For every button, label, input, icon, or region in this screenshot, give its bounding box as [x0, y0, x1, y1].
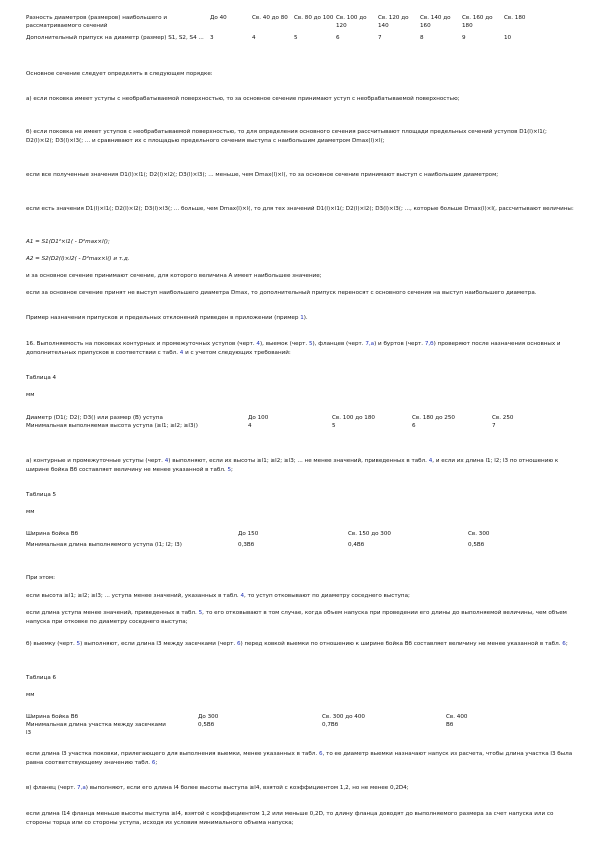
table-cell: 6 — [336, 35, 340, 41]
table-cell: 6 — [412, 423, 416, 429]
table-cell: 5 — [294, 35, 298, 41]
table-cell: Св. 400 — [446, 714, 468, 720]
table-cell: 10 — [504, 35, 512, 41]
table-row — [26, 721, 526, 737]
table-cell: 7 — [378, 35, 382, 41]
table-link[interactable]: 4 — [240, 593, 245, 599]
paragraph: если высота ≥l1; ≥l2; ≥l3; ... уступа менее значений, указанных в табл. 4, то уступ отковывают по диаметру соседнего выступа; — [26, 593, 410, 599]
allowance-table — [26, 14, 544, 42]
table-cell: Дополнительный припуск на диаметр (размер) S1, S2, S4 ... — [26, 35, 204, 41]
drawing-link[interactable]: 4 — [164, 458, 169, 464]
table-row — [26, 530, 548, 538]
table-cell: 5 — [332, 423, 336, 429]
table-cell: 0,7Вб — [322, 722, 339, 728]
table-cell: Св. 100 до 120 — [336, 15, 367, 29]
table-cell: До 150 — [238, 531, 259, 537]
table-cell: 0,4Вб — [348, 542, 365, 548]
table-cell: Св. 120 до 140 — [378, 15, 409, 29]
table-cell: 8 — [420, 35, 424, 41]
table-row — [26, 414, 552, 422]
table-cell: 0,5Вб — [468, 542, 485, 548]
table-6 — [26, 713, 526, 737]
paragraph: если длина уступа менее значений, приведенных в табл. 5, то его отковывают в том случае, когда объем напуска при проведении его длины до выполняемой величины, чем объем напуска при отковке по диаметру соседнего выступа; — [26, 610, 567, 625]
table-cell: 0,5Вб — [198, 722, 215, 728]
table-cell: Св. 180 — [504, 15, 526, 21]
table-cell: 3 — [210, 35, 214, 41]
table-link[interactable]: 4 — [428, 458, 433, 464]
table-cell: 0,3Вб — [238, 542, 255, 548]
drawing-link[interactable]: 7,а — [77, 785, 86, 791]
table-cell: Св. 300 до 400 — [322, 714, 365, 720]
table-cell: Вб — [446, 722, 454, 728]
paragraph: если все полученные значения D1(l)×l1(; D2(l)×l2(; D3(l)×l3(; ... меньше, чем Dmax(l)×l(, то за основное сечение принимают выступ с наибольшим диаметром; — [26, 172, 499, 178]
paragraph: если есть значения D1(l)×l1(; D2(l)×l2(; D3(l)×l3(; ... больше, чем Dmax(l)×l(, то для тех значений D1(l)×l1(; D2(l)×l2(; D3(l)×l3(; ..., которые больше Dmax(l)×l(, рассчитывают величины: — [26, 206, 574, 212]
paragraph: Пример назначения припусков и предельных отклонений приведен в приложении (пример 1). — [26, 315, 308, 321]
drawing-link[interactable]: 5 — [308, 341, 313, 347]
paragraph: б) если поковка не имеет уступов с необрабатываемой поверхностью, то для определения основного сечения рассчитывают площади предельных сечений уступов D1(l)×l1(; D2(l)×l2(; D3(l)×l3(; ... и сравнивают их с площадью предельного сечения выступа с наибольшим диаметром Dmax(l)×l(; — [26, 129, 547, 144]
paragraph: При этом: — [26, 575, 56, 581]
paragraph: Основное сечение следует определять в следующем порядке: — [26, 71, 213, 77]
table-link[interactable]: 5 — [227, 466, 232, 473]
drawing-link[interactable]: 5 — [76, 641, 81, 647]
table-link[interactable]: 4 — [179, 349, 184, 356]
table-cell: Св. 150 до 300 — [348, 531, 391, 537]
table-row — [26, 34, 544, 42]
table-cell: 9 — [462, 35, 466, 41]
table-caption: Таблица 5 — [26, 492, 57, 498]
table-cell: Св. 160 до 180 — [462, 15, 493, 29]
paragraph: если за основное сечение принят не выступ наибольшего диаметра Dmax, то дополнительный припуск переносят с основного сечения на выступ наибольшего диаметра. — [26, 290, 537, 296]
table-cell: Св. 300 — [468, 531, 490, 537]
table-cell: До 40 — [210, 15, 227, 21]
table-cell: Св. 100 до 180 — [332, 415, 375, 421]
table-link[interactable]: 6 — [151, 759, 156, 766]
table-cell: 4 — [252, 35, 256, 41]
paragraph: в) фланец (черт. 7,а) выполняют, если его длина l4 более высоты выступа ≥l4, взятой с коэффициентом 1,2, но не менее 0,2D4; — [26, 785, 409, 791]
table-unit: мм — [26, 392, 35, 398]
table-4 — [26, 414, 552, 430]
table-link[interactable]: 6 — [318, 751, 323, 757]
paragraph: а) если поковка имеет уступы с необрабатываемой поверхностью, то за основное сечение принимают уступ с необрабатываемой поверхностью; — [26, 96, 460, 102]
table-cell: Разность диаметров (размеров) наибольшего и рассматриваемого сечений — [26, 15, 167, 29]
appendix-link[interactable]: 1 — [300, 315, 304, 321]
table-cell: 4 — [248, 423, 252, 429]
table-link[interactable]: 5 — [198, 610, 203, 616]
table-5 — [26, 530, 548, 549]
paragraph: б) выемку (черт. 5) выполняют, если длина l3 между засечками (черт. 6) перед ковкой выемки по отношению к ширине бойка Вб составляет величину не менее указанной в табл. 6; — [26, 641, 568, 647]
table-cell: До 100 — [248, 415, 269, 421]
formula: A2 = S2(D2(l)×l2( - D²max×l() и т.д. — [26, 256, 130, 262]
table-caption: Таблица 4 — [26, 375, 57, 381]
table-unit: мм — [26, 509, 35, 515]
drawing-link[interactable]: 4 — [256, 341, 260, 347]
paragraph: и за основное сечение принимают сечение, для которого величина A имеет наибольшее значение; — [26, 273, 322, 279]
paragraph: а) контурные и промежуточные уступы (черт. 4) выполняют, если их высоты ≥l1; ≥l2; ≥l3; ... не менее значений, приведенных в табл. 4, и если их длина l1; l2; l3 по отношению к ширине бойка Вб составляет величину не менее указанной в табл. 5; — [26, 458, 559, 473]
table-cell: Диаметр (D1(; D2(; D3() или размер (В) уступа — [26, 415, 163, 421]
paragraph: если длина l3 участка поковки, прилегающего для выполнения выемки, менее указанных в табл. 6, то ее диаметр выемки назначают напуск из расчета, чтобы длина участка l3 была равна соответствующему значению табл. 6; — [26, 751, 573, 766]
table-row — [26, 713, 526, 721]
table-cell: Ширина бойка Вб — [26, 531, 79, 537]
table-cell: Св. 180 до 250 — [412, 415, 455, 421]
table-cell: До 300 — [198, 714, 219, 720]
paragraph: 16. Выполняемость на поковках контурных и промежуточных уступов (черт. 4), выемок (черт. 5), фланцев (черт. 7,а) и буртов (черт. 7,б) проверяют после назначения основных и дополнительных припусков в соответствии с табл. 4 и с учетом следующих требований: — [26, 341, 561, 356]
table-cell: Минимальная выполняемая высота уступа (≥l1; ≥l2; ≥l3() — [26, 423, 198, 429]
table-cell: Св. 140 до 160 — [420, 15, 451, 29]
table-row — [26, 541, 548, 549]
table-caption: Таблица 6 — [26, 675, 57, 681]
drawing-link[interactable]: 6 — [236, 641, 241, 647]
table-cell: Минимальная длина участка между засечками l3 — [26, 722, 166, 736]
paragraph: если длина l14 фланца меньше высоты выступа ≥l4, взятой с коэффициентом 1,2 или меньше 0,2D, то длину фланца доводят до выполняемого размера за счет напуска или со стороны торца или со стороны уступа, исходя из условия минимального объема напуска; — [26, 811, 554, 826]
table-cell: Минимальная длина выполняемого уступа (l1; l2; l3) — [26, 542, 182, 548]
table-link[interactable]: 6 — [562, 641, 566, 647]
drawing-link[interactable]: 7,а — [365, 341, 375, 347]
table-cell: Ширина бойка Вб — [26, 714, 79, 720]
table-cell: 7 — [492, 423, 496, 429]
table-cell: Св. 40 до 80 — [252, 15, 288, 21]
drawing-link[interactable]: 7,б — [424, 341, 434, 347]
table-row — [26, 422, 552, 430]
table-row — [26, 14, 544, 30]
table-cell: Св. 250 — [492, 415, 514, 421]
formula: A1 = S1(D1²×l1( - D²max×l(); — [26, 239, 110, 245]
table-cell: Св. 80 до 100 — [294, 15, 334, 21]
table-unit: мм — [26, 692, 35, 698]
